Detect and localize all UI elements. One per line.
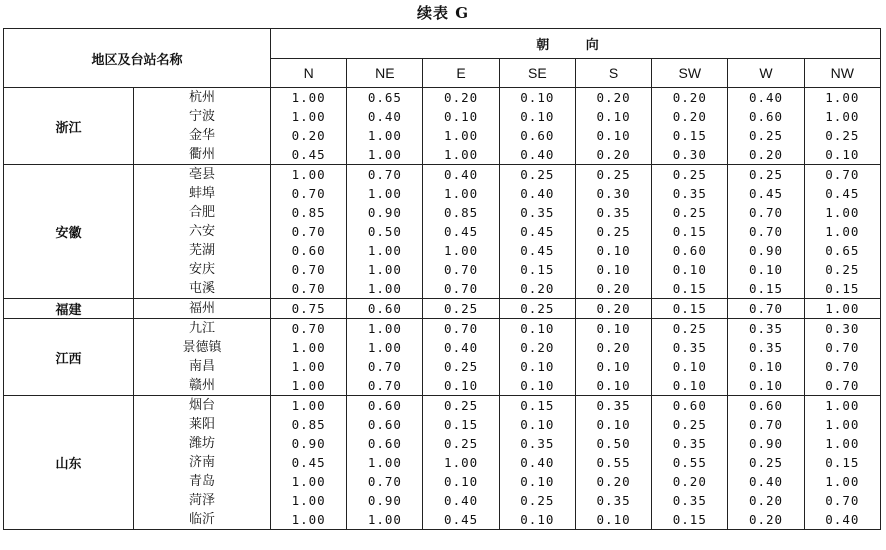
coefficient-value: 0.70 [748, 417, 784, 432]
value-column-se [499, 88, 575, 165]
coefficient-value: 0.60 [367, 398, 402, 413]
coefficient-value: 0.40 [520, 186, 555, 201]
coefficient-value: 0.15 [672, 301, 707, 316]
coefficient-value: 0.10 [596, 262, 631, 277]
coefficient-value: 0.20 [596, 147, 631, 162]
col-header-w: W [728, 59, 804, 88]
value-column-sw [652, 299, 728, 319]
coefficient-value: 1.00 [444, 186, 479, 201]
value-column-s [575, 165, 651, 299]
station-list [134, 165, 271, 299]
station-name: 亳县 [189, 167, 216, 182]
province-name: 福建 [4, 299, 134, 319]
coefficient-value: 0.10 [520, 321, 555, 336]
station-name: 临沂 [189, 512, 216, 527]
coefficient-value: 0.10 [748, 378, 784, 393]
coefficient-value: 0.60 [520, 128, 555, 143]
coefficient-value: 0.20 [672, 474, 707, 489]
coefficient-value: 0.25 [825, 128, 860, 143]
direction-header: 朝 向 [271, 29, 881, 59]
coefficient-value: 1.00 [367, 281, 402, 296]
coefficient-value: 0.20 [672, 90, 707, 105]
coefficient-value: 0.45 [291, 455, 326, 470]
value-column-se [499, 319, 575, 396]
value-column-ne [347, 88, 423, 165]
coefficient-value: 0.30 [596, 186, 631, 201]
province-group-fujian [4, 299, 881, 319]
coefficient-value: 0.10 [596, 512, 631, 527]
region-header: 地区及台站名称 [4, 29, 271, 88]
col-header-e: E [423, 59, 499, 88]
coefficient-value: 0.45 [520, 224, 555, 239]
station-name: 衢州 [189, 147, 216, 162]
value-column-sw [652, 396, 728, 530]
coefficient-value: 1.00 [291, 398, 326, 413]
station-name: 屯溪 [189, 281, 216, 296]
coefficient-value: 0.40 [520, 147, 555, 162]
coefficient-value: 1.00 [367, 512, 402, 527]
coefficient-value: 0.10 [444, 378, 479, 393]
coefficient-value: 0.70 [825, 493, 860, 508]
coefficient-value: 0.20 [596, 340, 631, 355]
value-column-n [271, 165, 347, 299]
coefficient-value: 1.00 [825, 224, 860, 239]
coefficient-value: 0.35 [596, 398, 631, 413]
coefficient-value: 0.70 [444, 321, 479, 336]
coefficient-value: 0.70 [748, 205, 784, 220]
province-name: 浙江 [4, 88, 134, 165]
coefficient-value: 0.25 [444, 398, 479, 413]
coefficient-value: 0.60 [367, 436, 402, 451]
coefficient-value: 0.70 [291, 224, 326, 239]
coefficient-value: 0.15 [672, 512, 707, 527]
coefficient-value: 0.40 [367, 109, 402, 124]
coefficient-value: 1.00 [367, 262, 402, 277]
province-name: 安徽 [4, 165, 134, 299]
coefficient-value: 0.10 [596, 359, 631, 374]
coefficient-value: 0.45 [444, 512, 479, 527]
col-header-sw: SW [652, 59, 728, 88]
value-column-sw [652, 165, 728, 299]
col-header-n: N [271, 59, 347, 88]
station-list [134, 88, 271, 165]
coefficient-value: 0.70 [291, 186, 326, 201]
province-group-zhejiang [4, 88, 881, 165]
value-column-se [499, 165, 575, 299]
coefficient-value: 0.25 [596, 167, 631, 182]
coefficient-value: 1.00 [825, 398, 860, 413]
coefficient-value: 1.00 [291, 167, 326, 182]
coefficient-value: 1.00 [444, 455, 479, 470]
coefficient-value: 0.85 [444, 205, 479, 220]
coefficient-value: 0.60 [748, 109, 784, 124]
value-column-e [423, 319, 499, 396]
value-column-ne [347, 396, 423, 530]
coefficient-value: 1.00 [291, 378, 326, 393]
value-column-nw [804, 88, 880, 165]
coefficient-value: 0.25 [520, 301, 555, 316]
coefficient-value: 0.15 [520, 398, 555, 413]
coefficient-value: 0.10 [444, 109, 479, 124]
coefficient-value: 1.00 [291, 493, 326, 508]
coefficient-value: 0.60 [748, 398, 784, 413]
station-name: 莱阳 [189, 417, 216, 432]
coefficient-value: 0.70 [825, 378, 860, 393]
coefficient-value: 0.25 [672, 321, 707, 336]
coefficient-value: 0.70 [291, 262, 326, 277]
coefficient-value: 0.60 [291, 243, 326, 258]
col-header-se: SE [499, 59, 575, 88]
station-name: 福州 [189, 301, 216, 316]
coefficient-value: 1.00 [291, 512, 326, 527]
value-column-sw [652, 319, 728, 396]
coefficient-value: 0.45 [825, 186, 860, 201]
coefficient-value: 0.25 [672, 417, 707, 432]
station-name: 杭州 [189, 90, 216, 105]
col-header-s: S [575, 59, 651, 88]
coefficient-value: 0.20 [748, 147, 784, 162]
coefficient-value: 0.90 [748, 436, 784, 451]
coefficient-value: 0.90 [291, 436, 326, 451]
coefficient-value: 0.15 [825, 281, 860, 296]
station-name: 芜湖 [189, 243, 216, 258]
coefficient-value: 0.90 [367, 493, 402, 508]
value-column-e [423, 88, 499, 165]
coefficient-value: 0.25 [672, 205, 707, 220]
value-column-s [575, 299, 651, 319]
value-column-sw [652, 88, 728, 165]
station-list [134, 319, 271, 396]
coefficient-value: 0.25 [748, 455, 784, 470]
value-column-e [423, 396, 499, 530]
coefficient-value: 0.70 [825, 167, 860, 182]
coefficient-value: 1.00 [291, 359, 326, 374]
coefficient-value: 0.10 [672, 378, 707, 393]
coefficient-value: 0.10 [596, 417, 631, 432]
station-name: 景德镇 [182, 340, 222, 355]
coefficient-value: 0.60 [367, 417, 402, 432]
coefficient-value: 1.00 [291, 109, 326, 124]
province-group-shandong [4, 396, 881, 530]
coefficient-value: 0.25 [444, 359, 479, 374]
coefficient-value: 1.00 [444, 147, 479, 162]
coefficient-value: 0.25 [825, 262, 860, 277]
value-column-w [728, 319, 804, 396]
value-column-s [575, 396, 651, 530]
coefficient-value: 0.40 [748, 90, 784, 105]
coefficient-value: 0.25 [444, 436, 479, 451]
coefficient-value: 0.10 [596, 378, 631, 393]
station-name: 赣州 [189, 378, 216, 393]
coefficient-value: 0.10 [672, 359, 707, 374]
table-title: 续表 G [416, 4, 470, 22]
coefficient-value: 0.15 [825, 455, 860, 470]
coefficient-value: 0.10 [596, 321, 631, 336]
coefficient-value: 0.20 [444, 90, 479, 105]
coefficient-value: 0.10 [596, 128, 631, 143]
coefficient-value: 1.00 [367, 147, 402, 162]
coefficient-value: 0.10 [748, 262, 784, 277]
coefficient-value: 0.25 [748, 167, 784, 182]
coefficient-value: 0.35 [520, 205, 555, 220]
coefficient-value: 0.50 [367, 224, 402, 239]
coefficient-value: 0.70 [367, 359, 402, 374]
value-column-nw [804, 396, 880, 530]
station-name: 菏泽 [189, 493, 216, 508]
table-body [4, 88, 881, 530]
value-column-w [728, 396, 804, 530]
coefficient-value: 0.40 [520, 455, 555, 470]
coefficient-value: 0.45 [748, 186, 784, 201]
station-name: 青岛 [189, 474, 216, 489]
station-name: 六安 [189, 224, 216, 239]
value-column-s [575, 319, 651, 396]
value-column-nw [804, 319, 880, 396]
province-group-anhui [4, 165, 881, 299]
coefficient-value: 0.50 [596, 436, 631, 451]
station-list [134, 299, 271, 319]
coefficient-value: 0.70 [367, 167, 402, 182]
coefficient-value: 0.90 [748, 243, 784, 258]
coefficient-value: 0.45 [444, 224, 479, 239]
coefficient-value: 0.55 [596, 455, 631, 470]
value-column-e [423, 299, 499, 319]
value-column-w [728, 88, 804, 165]
coefficient-value: 0.10 [596, 109, 631, 124]
station-list [134, 396, 271, 530]
value-column-e [423, 165, 499, 299]
coefficient-value: 1.00 [367, 455, 402, 470]
coefficient-value: 0.15 [672, 281, 707, 296]
coefficient-value: 0.60 [367, 301, 402, 316]
coefficient-value: 0.15 [444, 417, 479, 432]
coefficient-value: 0.20 [520, 281, 555, 296]
coefficient-value: 1.00 [291, 90, 326, 105]
coefficient-value: 1.00 [825, 301, 860, 316]
station-name: 安庆 [189, 262, 216, 277]
coefficient-value: 0.65 [367, 90, 402, 105]
coefficient-value: 1.00 [367, 243, 402, 258]
coefficient-value: 0.65 [825, 243, 860, 258]
coefficient-value: 0.70 [748, 301, 784, 316]
coefficient-value: 0.15 [672, 128, 707, 143]
coefficient-value: 1.00 [825, 109, 860, 124]
coefficient-value: 0.35 [672, 436, 707, 451]
coefficient-value: 0.70 [748, 224, 784, 239]
col-header-nw: NW [804, 59, 880, 88]
coefficient-value: 0.20 [596, 301, 631, 316]
coefficient-value: 0.85 [291, 417, 326, 432]
coefficient-value: 1.00 [825, 417, 860, 432]
value-column-nw [804, 165, 880, 299]
coefficient-value: 0.40 [748, 474, 784, 489]
coefficient-value: 0.70 [291, 321, 326, 336]
coefficient-value: 0.10 [825, 147, 860, 162]
coefficient-value: 0.20 [672, 109, 707, 124]
coefficient-value: 0.35 [748, 321, 784, 336]
coefficient-value: 0.55 [672, 455, 707, 470]
value-column-ne [347, 299, 423, 319]
coefficient-value: 0.35 [596, 493, 631, 508]
coefficient-value: 0.10 [520, 512, 555, 527]
coefficient-value: 0.70 [825, 359, 860, 374]
coefficient-value: 1.00 [291, 340, 326, 355]
coefficient-value: 1.00 [367, 321, 402, 336]
coefficient-value: 1.00 [825, 205, 860, 220]
coefficient-value: 0.20 [748, 493, 784, 508]
station-name: 潍坊 [189, 436, 216, 451]
province-group-jiangxi [4, 319, 881, 396]
coefficient-value: 1.00 [444, 243, 479, 258]
coefficient-value: 0.70 [444, 262, 479, 277]
coefficient-value: 0.10 [444, 474, 479, 489]
coefficient-value: 0.35 [748, 340, 784, 355]
value-column-w [728, 165, 804, 299]
orientation-table [3, 28, 881, 530]
coefficient-value: 0.10 [520, 109, 555, 124]
coefficient-value: 0.10 [672, 262, 707, 277]
coefficient-value: 0.25 [520, 493, 555, 508]
coefficient-value: 0.35 [596, 205, 631, 220]
coefficient-value: 0.45 [520, 243, 555, 258]
coefficient-value: 0.30 [672, 147, 707, 162]
value-column-w [728, 299, 804, 319]
coefficient-value: 0.35 [672, 186, 707, 201]
coefficient-value: 0.25 [596, 224, 631, 239]
coefficient-value: 0.40 [444, 340, 479, 355]
value-column-se [499, 396, 575, 530]
coefficient-value: 0.20 [748, 512, 784, 527]
value-column-s [575, 88, 651, 165]
coefficient-value: 0.35 [520, 436, 555, 451]
coefficient-value: 1.00 [367, 186, 402, 201]
value-column-n [271, 88, 347, 165]
coefficient-value: 0.30 [825, 321, 860, 336]
station-name: 南昌 [189, 359, 216, 374]
value-column-n [271, 319, 347, 396]
coefficient-value: 0.20 [596, 90, 631, 105]
coefficient-value: 1.00 [367, 128, 402, 143]
value-column-nw [804, 299, 880, 319]
coefficient-value: 0.25 [672, 167, 707, 182]
coefficient-value: 0.60 [672, 243, 707, 258]
coefficient-value: 0.25 [520, 167, 555, 182]
coefficient-value: 0.70 [367, 378, 402, 393]
coefficient-value: 0.15 [748, 281, 784, 296]
coefficient-value: 0.75 [291, 301, 326, 316]
station-name: 金华 [189, 128, 216, 143]
station-name: 合肥 [189, 205, 216, 220]
coefficient-value: 0.10 [748, 359, 784, 374]
coefficient-value: 1.00 [367, 340, 402, 355]
station-name: 九江 [189, 321, 216, 336]
station-name: 烟台 [189, 398, 216, 413]
coefficient-value: 0.70 [367, 474, 402, 489]
coefficient-value: 0.70 [444, 281, 479, 296]
coefficient-value: 0.60 [672, 398, 707, 413]
coefficient-value: 0.15 [672, 224, 707, 239]
coefficient-value: 0.40 [825, 512, 860, 527]
value-column-se [499, 299, 575, 319]
coefficient-value: 0.85 [291, 205, 326, 220]
value-column-ne [347, 319, 423, 396]
coefficient-value: 1.00 [291, 474, 326, 489]
coefficient-value: 0.20 [596, 474, 631, 489]
coefficient-value: 1.00 [444, 128, 479, 143]
coefficient-value: 0.20 [596, 281, 631, 296]
coefficient-value: 0.10 [520, 90, 555, 105]
coefficient-value: 0.45 [291, 147, 326, 162]
coefficient-value: 1.00 [825, 90, 860, 105]
coefficient-value: 0.10 [520, 359, 555, 374]
coefficient-value: 0.20 [520, 340, 555, 355]
value-column-ne [347, 165, 423, 299]
value-column-n [271, 396, 347, 530]
coefficient-value: 0.15 [520, 262, 555, 277]
coefficient-value: 0.40 [444, 493, 479, 508]
coefficient-value: 0.10 [520, 474, 555, 489]
province-name: 江西 [4, 319, 134, 396]
coefficient-value: 0.10 [520, 417, 555, 432]
station-name: 蚌埠 [189, 186, 216, 201]
coefficient-value: 1.00 [825, 474, 860, 489]
coefficient-value: 0.35 [672, 340, 707, 355]
col-header-ne: NE [347, 59, 423, 88]
coefficient-value: 0.70 [291, 281, 326, 296]
station-name: 宁波 [189, 109, 216, 124]
coefficient-value: 1.00 [825, 436, 860, 451]
province-name: 山东 [4, 396, 134, 530]
coefficient-value: 0.10 [596, 243, 631, 258]
coefficient-value: 0.35 [672, 493, 707, 508]
value-column-n [271, 299, 347, 319]
coefficient-value: 0.25 [444, 301, 479, 316]
coefficient-value: 0.10 [520, 378, 555, 393]
coefficient-value: 0.90 [367, 205, 402, 220]
coefficient-value: 0.20 [291, 128, 326, 143]
coefficient-value: 0.40 [444, 167, 479, 182]
coefficient-value: 0.70 [825, 340, 860, 355]
coefficient-value: 0.25 [748, 128, 784, 143]
station-name: 济南 [189, 455, 216, 470]
